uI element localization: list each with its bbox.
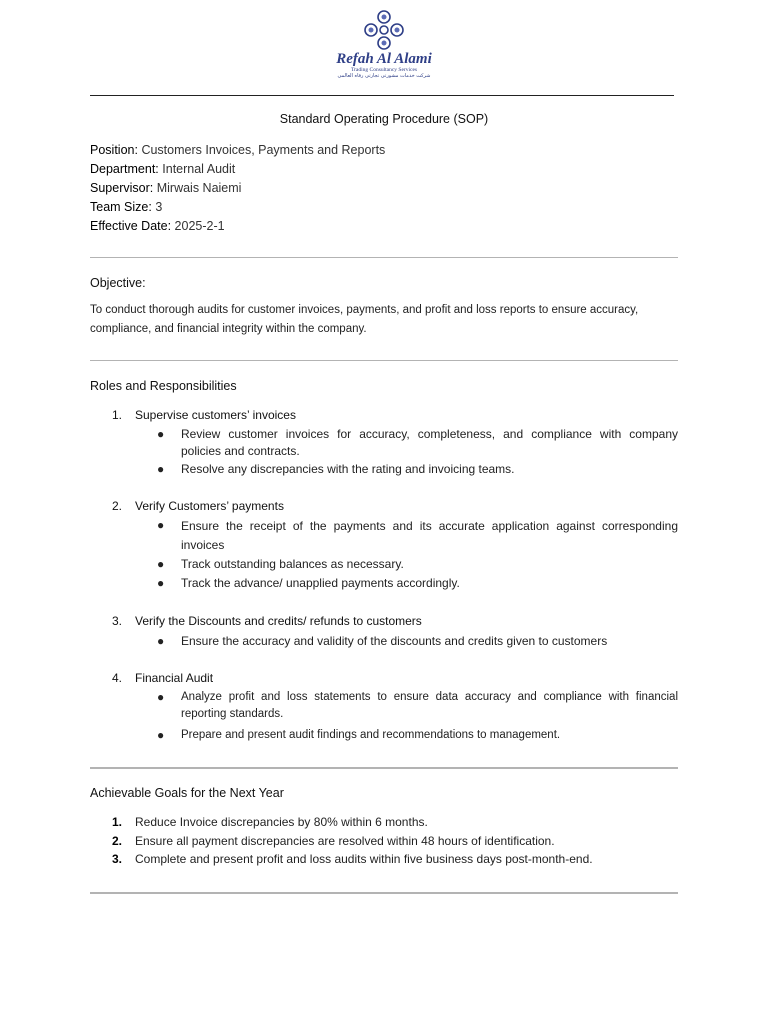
role-bullet-text: Track the advance/ unapplied payments accordingly.: [181, 576, 460, 590]
team-size-label: Team Size:: [90, 200, 152, 214]
objective-heading: Objective:: [90, 276, 146, 290]
bullet-icon: ●: [157, 427, 165, 441]
bullet-icon: ●: [157, 557, 165, 571]
section-divider: [90, 892, 678, 894]
objective-text: [90, 301, 680, 339]
role-number: 3.: [112, 614, 123, 628]
bullet-icon: ●: [157, 690, 165, 704]
bullet-icon: ●: [157, 462, 165, 476]
effective-date-value: 2025-2-1: [174, 219, 225, 233]
company-logo: [0, 8, 768, 79]
position-label: Position:: [90, 143, 138, 157]
role-bullet-text: Analyze profit and loss statements to ensure data accuracy and compliance with financial reporting standards.: [181, 691, 678, 720]
role-bullet-text: Ensure the accuracy and validity of the discounts and credits given to customers: [181, 634, 608, 648]
effective-date-row: [90, 217, 385, 236]
section-divider: [90, 360, 678, 361]
header-divider: [90, 95, 674, 96]
role-bullet-text: Resolve any discrepancies with the rating and invoicing teams.: [181, 462, 515, 476]
bullet-icon: ●: [157, 634, 165, 648]
role-title: Verify the Discounts and credits/ refunds to customers: [135, 614, 422, 628]
supervisor-label: Supervisor:: [90, 181, 154, 195]
section-divider: [90, 257, 678, 258]
goal-text: Ensure all payment discrepancies are resolved within 48 hours of identification.: [135, 834, 555, 848]
brand-subtitle: Trading Consultancy Services: [350, 67, 418, 73]
role-number: 4.: [112, 671, 123, 685]
document-title: Standard Operating Procedure (SOP): [279, 112, 489, 126]
team-size-value: 3: [155, 200, 163, 214]
department-label: Department:: [90, 162, 159, 176]
role-title: Supervise customers’ invoices: [135, 408, 296, 422]
supervisor-row: [90, 179, 385, 198]
logo-mark-icon: [362, 8, 406, 52]
goal-number: 2.: [112, 834, 123, 848]
role-bullet-text: Review customer invoices for accuracy, completeness, and compliance with company policies and contracts.: [181, 427, 678, 458]
effective-date-label: Effective Date:: [90, 219, 172, 233]
role-bullet-text: Prepare and present audit findings and recommendations to management.: [181, 729, 561, 741]
supervisor-value: Mirwais Naiemi: [156, 181, 242, 195]
goals-heading: Achievable Goals for the Next Year: [90, 786, 284, 800]
brand-subtitle-arabic: شرکت خدمات مشورتی تجارتی رفاه العالمی: [337, 73, 431, 79]
department-value: Internal Audit: [162, 162, 236, 176]
goal-number: 1.: [112, 815, 123, 829]
objective-line-1: To conduct thorough audits for customer invoices, payments, and profit and loss reports to ensure accuracy,: [90, 304, 639, 316]
role-number: 1.: [112, 408, 123, 422]
sop-info-block: [90, 141, 385, 236]
goal-text: Reduce Invoice discrepancies by 80% within 6 months.: [135, 815, 428, 829]
bullet-icon: ●: [157, 576, 165, 590]
section-divider: [90, 767, 678, 769]
position-value: Customers Invoices, Payments and Reports: [141, 143, 386, 157]
bullet-icon: ●: [157, 728, 165, 742]
objective-line-2: compliance, and financial integrity within the company.: [90, 323, 367, 335]
roles-heading: Roles and Responsibilities: [90, 379, 237, 393]
role-bullet-text: Track outstanding balances as necessary.: [181, 557, 404, 571]
position-row: [90, 141, 385, 160]
role-title: Financial Audit: [135, 671, 214, 685]
department-row: [90, 160, 385, 179]
goal-number: 3.: [112, 852, 123, 866]
bullet-icon: ●: [157, 518, 165, 532]
role-number: 2.: [112, 499, 123, 513]
brand-name: Refah Al Alami: [336, 51, 432, 67]
role-bullet-text: Ensure the receipt of the payments and its accurate application against corresponding invoices: [181, 519, 678, 552]
role-title: Verify Customers’ payments: [135, 499, 284, 513]
team-size-row: [90, 198, 385, 217]
goal-text: Complete and present profit and loss audits within five business days post-month-end.: [135, 852, 593, 866]
